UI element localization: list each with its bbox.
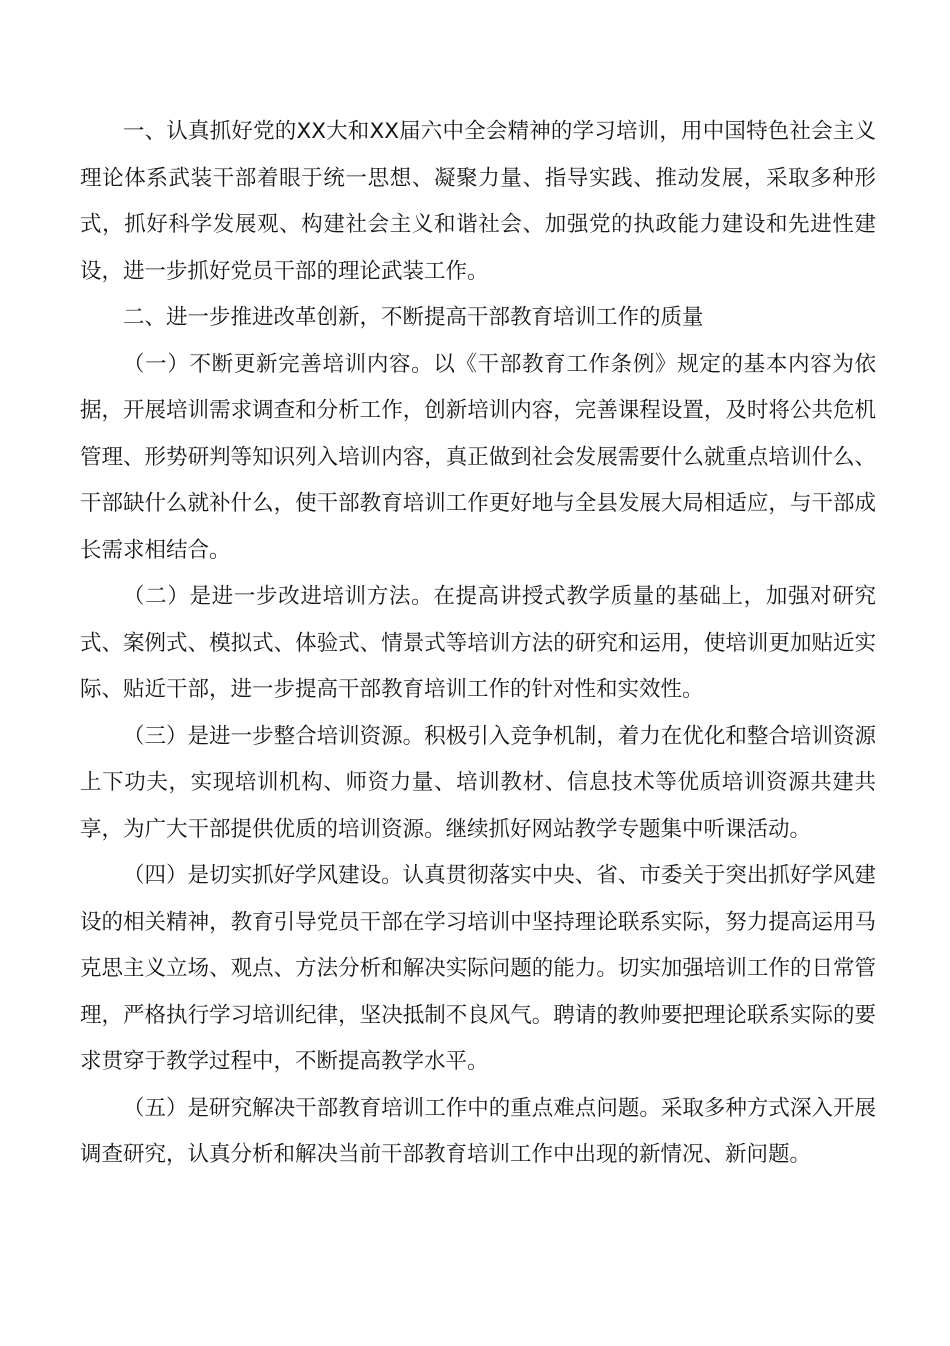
paragraph-item-two: （二）是进一步改进培训方法。在提高讲授式教学质量的基础上，加强对研究式、案例式、模拟式、体验式、情景式等培训方法的研究和运用，使培训更加贴近实际、贴近干部，进一步提高干部教育培训工作的针对性和实效性。: [80, 584, 876, 702]
paragraph-section-one: 一、认真抓好党的XX大和XX届六中全会精神的学习培训，用中国特色社会主义理论体系武装干部着眼于统一思想、凝聚力量、指导实践、推动发展，采取多种形式，抓好科学发展观、构建社会主义和谐社会、加强党的执政能力建设和先进性建设，进一步抓好党员干部的理论武装工作。: [80, 119, 876, 284]
paragraph-item-five: （五）是研究解决干部教育培训工作中的重点难点问题。采取多种方式深入开展调查研究，认真分析和解决当前干部教育培训工作中出现的新情况、新问题。: [80, 1095, 876, 1167]
document-body: [80, 109, 876, 1179]
paragraph-item-three: （三）是进一步整合培训资源。积极引入竞争机制，着力在优化和整合培训资源上下功夫，实现培训机构、师资力量、培训教材、信息技术等优质培训资源共建共享，为广大干部提供优质的培训资源。继续抓好网站教学专题集中听课活动。: [80, 723, 876, 842]
paragraph-item-one: （一）不断更新完善培训内容。以《干部教育工作条例》规定的基本内容为依据，开展培训需求调查和分析工作，创新培训内容，完善课程设置，及时将公共危机管理、形势研判等知识列入培训内容，真正做到社会发展需要什么就重点培训什么、干部缺什么就补什么，使干部教育培训工作更好地与全县发展大局相适应，与干部成长需求相结合。: [80, 351, 876, 563]
paragraph-item-four: （四）是切实抓好学风建设。认真贯彻落实中央、省、市委关于突出抓好学风建设的相关精神，教育引导党员干部在学习培训中坚持理论联系实际，努力提高运用马克思主义立场、观点、方法分析和解决实际问题的能力。切实加强培训工作的日常管理，严格执行学习培训纪律，坚决抵制不良风气。聘请的教帅要把理论联系实际的要求贯穿于教学过程中，不断提高教学水平。: [80, 863, 876, 1074]
section-two-heading: 二、进一步推进改革创新，不断提高干部教育培训工作的质量: [123, 305, 704, 330]
